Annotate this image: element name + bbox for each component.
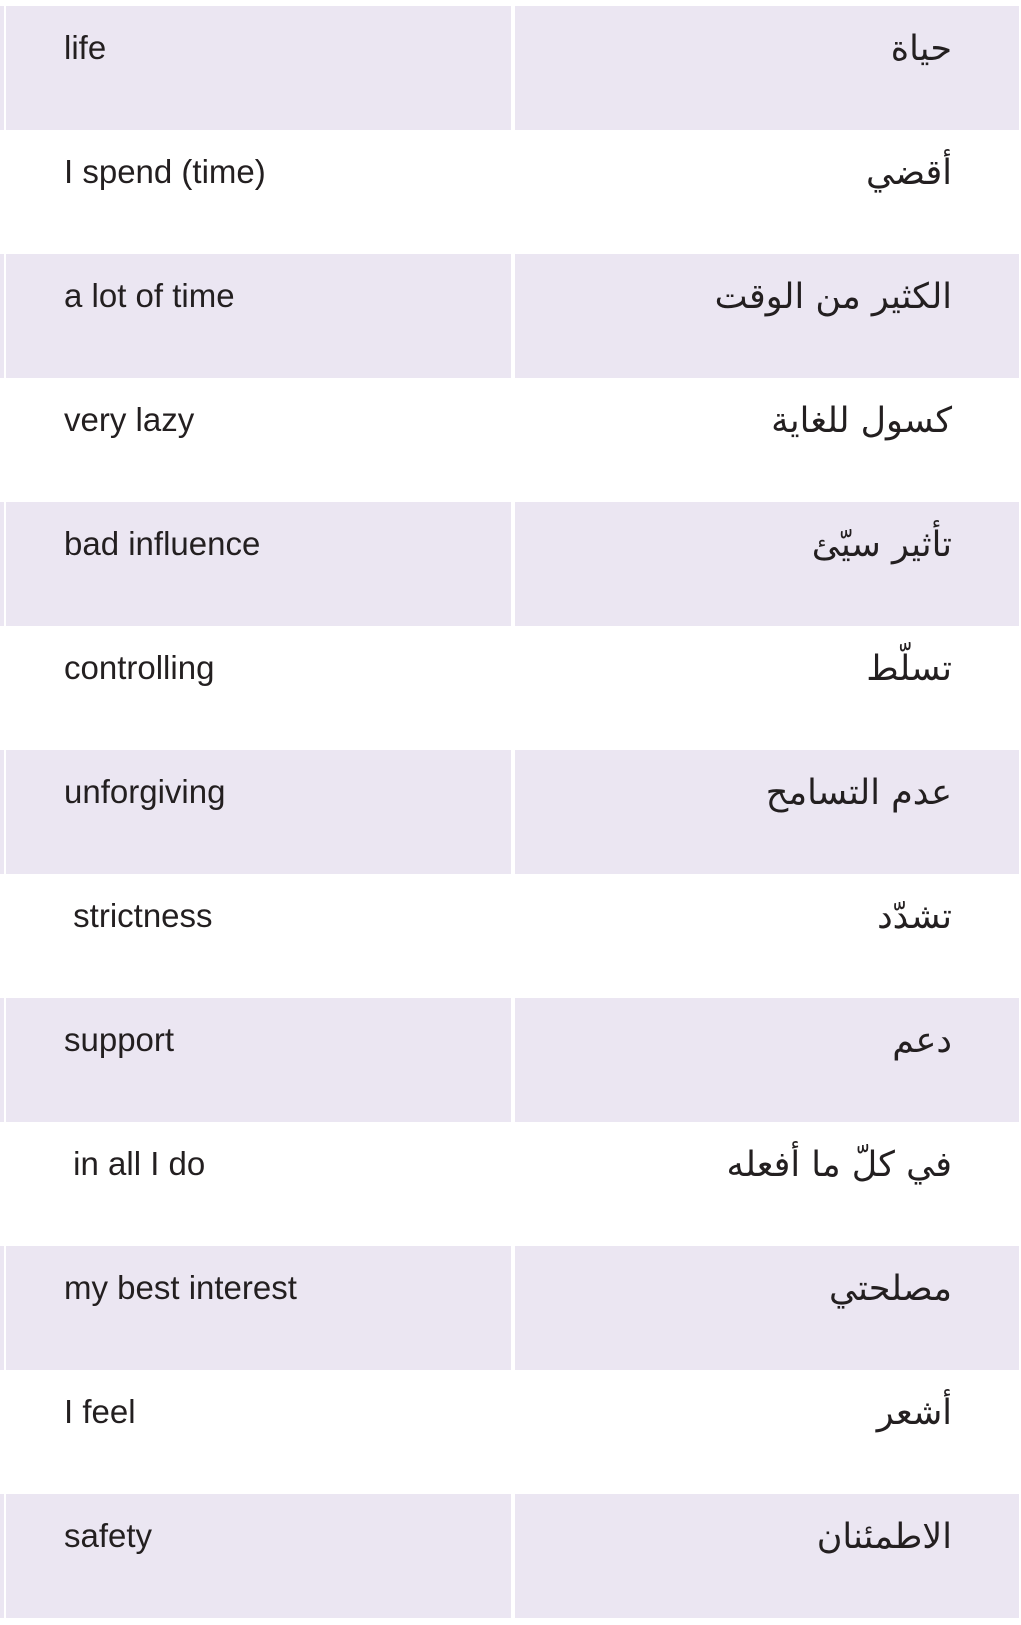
table-row — [0, 750, 1021, 874]
arabic-term: دعم — [892, 1021, 952, 1061]
row-edge-strip — [0, 130, 4, 254]
english-cell — [6, 626, 511, 750]
row-edge-strip — [0, 874, 4, 998]
english-term: I spend (time) — [64, 153, 266, 190]
row-edge-strip — [0, 1370, 4, 1494]
row-edge-strip — [0, 6, 4, 130]
english-term: strictness — [64, 897, 213, 934]
arabic-term: تأثير سيّئ — [811, 525, 952, 565]
arabic-term: أقضي — [866, 153, 952, 193]
arabic-term: حياة — [890, 29, 952, 69]
table-row — [0, 502, 1021, 626]
english-term: my best interest — [64, 1269, 297, 1306]
english-cell — [6, 750, 511, 874]
table-row — [0, 998, 1021, 1122]
table-row — [0, 378, 1021, 502]
arabic-term: كسول للغاية — [771, 401, 952, 441]
table-row — [0, 626, 1021, 750]
arabic-term: أشعر — [876, 1393, 952, 1433]
english-cell — [6, 254, 511, 378]
english-term: safety — [64, 1517, 153, 1554]
arabic-term: الاطمئنان — [816, 1517, 952, 1557]
english-term: I feel — [64, 1393, 136, 1430]
english-cell — [6, 6, 511, 130]
table-row — [0, 1494, 1021, 1618]
row-edge-strip — [0, 626, 4, 750]
row-edge-strip — [0, 750, 4, 874]
row-edge-strip — [0, 998, 4, 1122]
table-row — [0, 1246, 1021, 1370]
arabic-term: عدم التسامح — [765, 773, 952, 813]
table-row — [0, 1370, 1021, 1494]
table-row — [0, 130, 1021, 254]
english-term: life — [64, 29, 107, 66]
english-term: a lot of time — [64, 277, 235, 314]
row-edge-strip — [0, 254, 4, 378]
row-edge-strip — [0, 1494, 4, 1618]
english-term: in all I do — [64, 1145, 206, 1182]
row-edge-strip — [0, 1122, 4, 1246]
arabic-term: مصلحتي — [828, 1269, 952, 1309]
english-cell — [6, 1494, 511, 1618]
vocabulary-table — [0, 6, 1021, 1618]
english-term: bad influence — [64, 525, 261, 562]
english-cell — [6, 998, 511, 1122]
table-row — [0, 6, 1021, 130]
arabic-term: الكثير من الوقت — [714, 277, 952, 317]
table-row — [0, 1122, 1021, 1246]
table-row — [0, 874, 1021, 998]
english-term: unforgiving — [64, 773, 226, 810]
english-cell — [6, 1246, 511, 1370]
table-row — [0, 254, 1021, 378]
english-cell — [6, 1370, 511, 1494]
arabic-term: تسلّط — [866, 649, 952, 689]
english-term: support — [64, 1021, 175, 1058]
arabic-term: في كلّ ما أفعله — [726, 1145, 952, 1185]
english-cell — [6, 874, 511, 998]
row-edge-strip — [0, 502, 4, 626]
english-cell — [6, 378, 511, 502]
row-edge-strip — [0, 1246, 4, 1370]
english-cell — [6, 1122, 511, 1246]
english-term: very lazy — [64, 401, 195, 438]
arabic-term: تشدّد — [877, 897, 952, 937]
english-cell — [6, 130, 511, 254]
english-term: controlling — [64, 649, 215, 686]
row-edge-strip — [0, 378, 4, 502]
english-cell — [6, 502, 511, 626]
